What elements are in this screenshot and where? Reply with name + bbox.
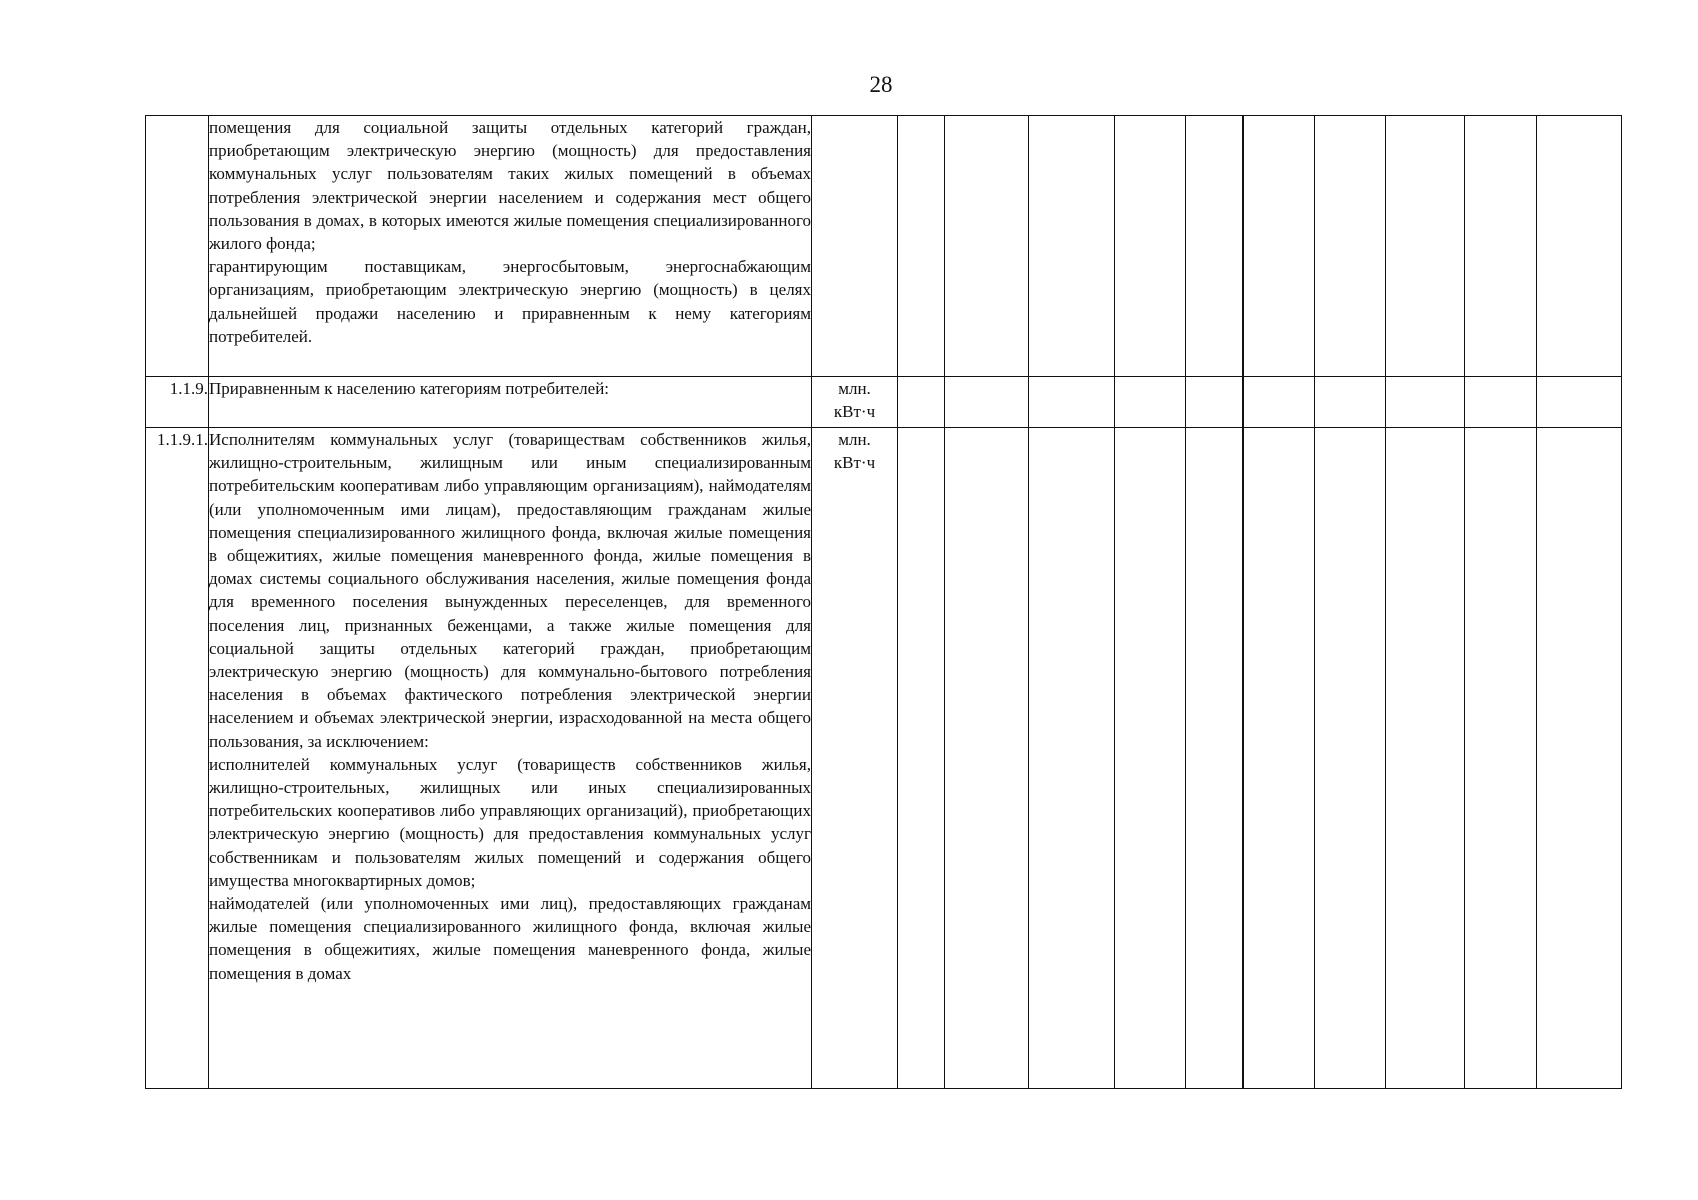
value-cell [1186, 116, 1243, 377]
description-paragraph: исполнителей коммунальных услуг (товариществ собственников жилья, жилищно-строительных, жилищных или иных специализированных потребительских кооперативов либо управляющих организаций), приобретающих электрическую энергию (мощность) для предоставления коммунальных услуг собственникам и пользователям жилых помещений и содержания общего имущества многоквартирных домов; [209, 754, 811, 890]
unit-line: млн. [838, 379, 871, 398]
value-cell [1537, 377, 1622, 428]
value-cell [1537, 116, 1622, 377]
value-cell [1386, 377, 1465, 428]
row-description [209, 377, 812, 428]
value-cell [945, 428, 1029, 1089]
value-cell [1315, 428, 1386, 1089]
value-cell [898, 428, 945, 1089]
value-cell [945, 116, 1029, 377]
value-cell [1465, 116, 1537, 377]
value-cell [1537, 428, 1622, 1089]
value-cell [898, 377, 945, 428]
value-cell [1243, 116, 1315, 377]
value-cell [1115, 428, 1186, 1089]
unit-line: кВт·ч [833, 453, 876, 473]
value-cell [1186, 428, 1243, 1089]
table-row [146, 428, 1622, 1089]
value-cell [1243, 377, 1315, 428]
unit-line: кВт·ч [833, 402, 876, 422]
unit-line: млн. [838, 430, 871, 449]
value-cell [1029, 116, 1115, 377]
description-paragraph: Приравненным к населению категориям потребителей: [209, 379, 610, 398]
value-cell [1386, 116, 1465, 377]
unit-cell [812, 428, 898, 1089]
unit-cell [812, 377, 898, 428]
value-cell [1465, 377, 1537, 428]
value-cell [1465, 428, 1537, 1089]
value-cell [1386, 428, 1465, 1089]
description-paragraph: Исполнителям коммунальных услуг (товариществам собственников жилья, жилищно-строительным, жилищным или иным специализированным потребительским кооперативам либо управляющим организациям), наймодателям (или уполномоченным ими лицам), предоставляющим гражданам жилые помещения специализированного жилищного фонда, включая жилые помещения в общежитиях, жилые помещения маневренного фонда, жилые помещения в домах системы социального обслуживания населения, жилые помещения фонда для временного поселения вынужденных переселенцев, для временного поселения лиц, признанных беженцами, а также жилые помещения для социальной защиты отдельных категорий граждан, приобретающим электрическую энергию (мощность) для коммунально-бытового потребления населения в объемах фактического потребления электрической энергии населением и объемах электрической энергии, израсходованной на места общего пользования, за исключением: [209, 430, 811, 751]
table-row [146, 116, 1622, 377]
unit-cell [812, 116, 898, 377]
value-cell [1029, 428, 1115, 1089]
value-cell [945, 377, 1029, 428]
value-cell [898, 116, 945, 377]
value-cell [1029, 377, 1115, 428]
row-number: 1.1.9.1. [146, 428, 209, 1089]
table-row [146, 377, 1622, 428]
description-paragraph: гарантирующим поставщикам, энергосбытовым, энергоснабжающим организациям, приобретающим электрическую энергию (мощность) в целях дальнейшей продажи населению и приравненным к нему категориям потребителей. [209, 257, 811, 346]
value-cell [1315, 377, 1386, 428]
description-paragraph: наймодателей (или уполномоченных ими лиц), предоставляющих гражданам жилые помещения специализированного жилищного фонда, включая жилые помещения в общежитиях, жилые помещения маневренного фонда, жилые помещения в домах [209, 894, 811, 983]
value-cell [1315, 116, 1386, 377]
value-cell [1243, 428, 1315, 1089]
row-description [209, 116, 812, 377]
row-description [209, 428, 812, 1089]
value-cell [1115, 377, 1186, 428]
data-table [145, 115, 1622, 1089]
row-number: 1.1.9. [146, 377, 209, 428]
description-paragraph: помещения для социальной защиты отдельных категорий граждан, приобретающим электрическую энергию (мощность) для предоставления коммунальных услуг пользователям таких жилых помещений в объемах потребления электрической энергии населением и содержания мест общего пользования в домах, в которых имеются жилые помещения специализированного жилого фонда; [209, 118, 811, 254]
value-cell [1115, 116, 1186, 377]
value-cell [1186, 377, 1243, 428]
page-number: 28 [869, 72, 893, 97]
row-number [146, 116, 209, 377]
